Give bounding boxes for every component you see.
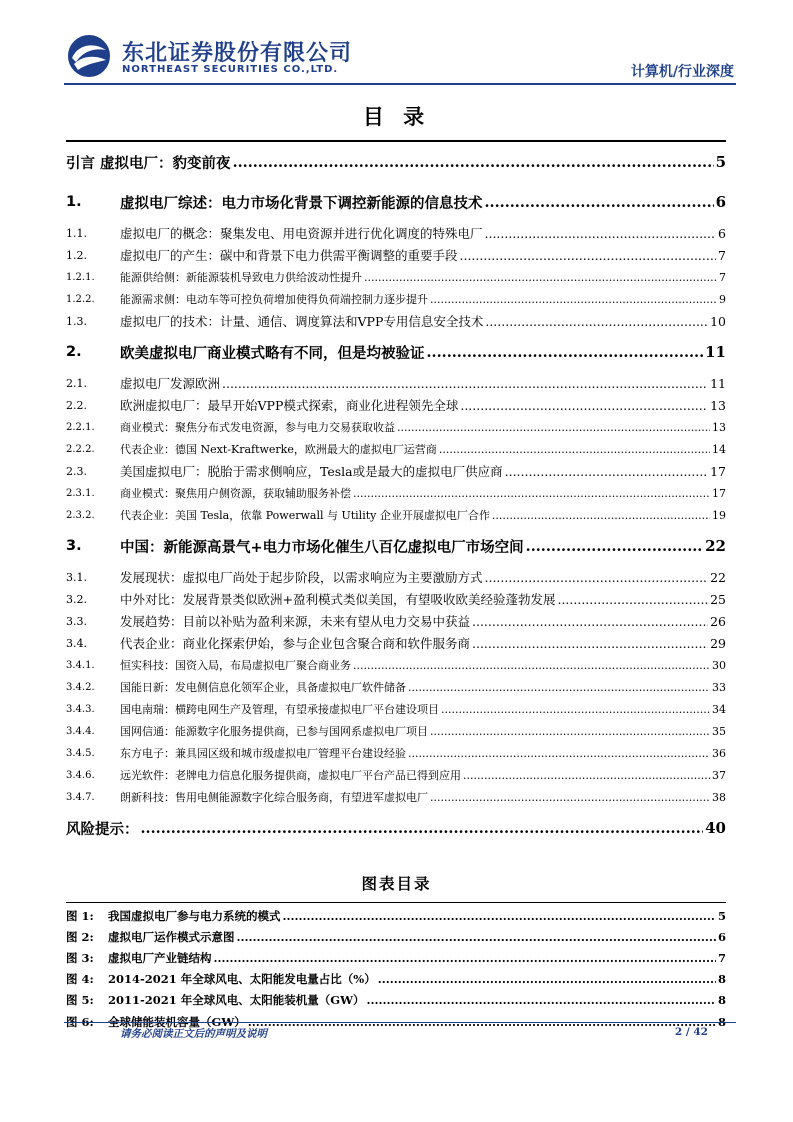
section-label: 虚拟电厂的产生：碳中和背景下电力供需平衡调整的重要手段 <box>120 248 458 263</box>
figure-number: 图 3: <box>66 950 94 965</box>
page-ref: 25 <box>710 591 726 607</box>
header-divider <box>64 83 736 85</box>
section-number: 1.2. <box>66 248 87 262</box>
section-label: 能源需求侧：电动车等可控负荷增加使得负荷端控制力逐步提升 <box>120 293 428 306</box>
dot-leader <box>353 659 710 672</box>
dot-leader <box>460 398 708 413</box>
page-number: 2 / 42 <box>674 1026 708 1038</box>
section-label: 能源供给侧：新能源装机导致电力供给波动性提升 <box>120 271 362 284</box>
page-ref: 11 <box>705 343 726 361</box>
section-number: 3.4.5. <box>66 747 95 759</box>
section-label: 国网信通：能源数字化服务提供商，已参与国网系虚拟电厂项目 <box>120 725 428 738</box>
toc-entry[interactable] <box>66 222 726 244</box>
page-ref: 35 <box>712 724 726 738</box>
section-number: 1.1. <box>66 226 87 240</box>
dot-leader <box>430 293 717 306</box>
page-ref: 33 <box>712 680 726 694</box>
toc-entry[interactable] <box>66 288 726 310</box>
dot-leader <box>485 194 714 211</box>
page-ref: 17 <box>712 486 726 500</box>
section-label: 代表企业：美国 Tesla，依靠 Powerwall 与 Utility 企业开展虚拟电厂合作 <box>120 509 490 522</box>
footer-disclaimer: 请务必阅读正文后的声明及说明 <box>120 1028 267 1040</box>
figure-list <box>66 902 726 1032</box>
page-ref: 30 <box>712 658 726 672</box>
figure-label: 2014-2021 年全球风电、太阳能发电量占比（%） <box>108 972 376 987</box>
page-ref: 14 <box>712 442 726 456</box>
page-ref: 19 <box>712 508 726 522</box>
dot-leader <box>472 636 708 651</box>
section-label: 代表企业：德国 Next-Kraftwerke，欧洲最大的虚拟电厂运营商 <box>120 443 437 456</box>
figure-number: 图 4: <box>66 972 94 987</box>
toc-entry[interactable] <box>66 460 726 482</box>
page-ref: 36 <box>712 746 726 760</box>
dot-leader <box>439 443 710 456</box>
page-header <box>64 34 734 80</box>
section-number: 3.4. <box>66 636 87 650</box>
toc-entry[interactable] <box>66 566 726 588</box>
dot-leader <box>492 509 710 522</box>
figure-entry[interactable] <box>66 947 726 968</box>
figure-entry[interactable] <box>66 905 726 926</box>
company-logo-icon <box>64 34 114 78</box>
section-number: 2.2. <box>66 398 87 412</box>
section-label: 欧美虚拟电厂商业模式略有不同，但是均被验证 <box>120 345 425 362</box>
section-label: 虚拟电厂的技术：计量、通信、调度算法和VPP专用信息安全技术 <box>120 314 484 329</box>
section-number: 2.1. <box>66 376 87 390</box>
toc-title: 目 录 <box>362 105 431 129</box>
dot-leader <box>364 271 717 284</box>
dot-leader <box>427 344 704 361</box>
section-number: 1.2.1. <box>66 271 95 283</box>
toc-entry[interactable] <box>66 632 726 654</box>
section-number: 3.3. <box>66 614 87 628</box>
dot-leader <box>233 154 714 171</box>
page-ref: 13 <box>712 420 726 434</box>
toc-entry[interactable] <box>66 332 726 372</box>
figure-number: 图 2: <box>66 929 94 944</box>
section-number: 3.2. <box>66 592 87 606</box>
section-label: 美国虚拟电厂：脱胎于需求侧响应，Tesla或是最大的虚拟电厂供应商 <box>120 464 503 479</box>
page-ref: 29 <box>710 635 726 651</box>
figure-label: 虚拟电厂产业链结构 <box>108 950 212 965</box>
dot-leader <box>485 314 708 329</box>
dot-leader <box>237 930 716 944</box>
figure-number: 图 5: <box>66 993 94 1008</box>
dot-leader <box>141 820 704 837</box>
section-label: 虚拟电厂的概念：聚集发电、用电资源并进行优化调度的特殊电厂 <box>120 226 483 241</box>
toc-entry[interactable] <box>66 588 726 610</box>
dot-leader <box>378 972 716 986</box>
page-ref: 22 <box>710 569 726 585</box>
dot-leader <box>408 747 710 760</box>
section-label: 引言 虚拟电厂：豹变前夜 <box>66 155 231 172</box>
toc-entry[interactable] <box>66 698 726 720</box>
dot-leader <box>505 464 708 479</box>
toc-entry[interactable] <box>66 764 726 786</box>
section-label: 代表企业：商业化探索伊始，参与企业包含聚合商和软件服务商 <box>120 636 471 651</box>
toc-entry[interactable] <box>66 610 726 632</box>
section-label: 风险提示： <box>66 821 139 838</box>
dot-leader <box>526 538 703 555</box>
table-of-contents <box>66 140 726 848</box>
toc-entry[interactable] <box>66 244 726 266</box>
dot-leader <box>485 226 717 241</box>
page-ref: 37 <box>712 768 726 782</box>
dot-leader <box>430 725 710 738</box>
section-number: 1.2.2. <box>66 293 95 305</box>
toc-entry[interactable] <box>66 786 726 808</box>
section-label: 远光软件：老牌电力信息化服务提供商，虚拟电厂平台产品已得到应用 <box>120 769 461 782</box>
toc-entry[interactable] <box>66 372 726 394</box>
page-ref: 8 <box>717 993 726 1008</box>
figure-list-title: 图表目录 <box>361 875 432 893</box>
dot-leader <box>397 421 710 434</box>
section-number: 1. <box>66 194 82 210</box>
report-category: 计算机/行业深度 <box>630 64 734 80</box>
page-ref: 40 <box>705 819 726 837</box>
page-ref: 22 <box>705 537 726 555</box>
figure-entry[interactable] <box>66 926 726 947</box>
company-name-cn: 东北证券股份有限公司 <box>122 41 353 66</box>
section-number: 2.3.1. <box>66 487 95 499</box>
section-label: 虚拟电厂综述：电力市场化背景下调控新能源的信息技术 <box>120 195 483 212</box>
section-label: 虚拟电厂发源欧洲 <box>120 376 221 391</box>
dot-leader <box>214 951 716 965</box>
section-number: 3. <box>66 538 82 554</box>
dot-leader <box>283 909 716 923</box>
figure-entry[interactable] <box>66 990 726 1011</box>
page-ref: 13 <box>710 397 726 413</box>
dot-leader <box>557 592 708 607</box>
section-number: 3.4.7. <box>66 791 95 803</box>
figure-label: 我国虚拟电厂参与电力系统的模式 <box>108 908 281 923</box>
section-label: 发展现状：虚拟电厂尚处于起步阶段，以需求响应为主要激励方式 <box>120 570 483 585</box>
section-label: 中外对比：发展背景类似欧洲+盈利模式类似美国，有望吸收欧美经验蓬勃发展 <box>120 592 556 607</box>
toc-entry[interactable] <box>66 416 726 438</box>
dot-leader <box>441 703 710 716</box>
figure-number: 图 6: <box>66 1014 94 1029</box>
section-label: 东方电子：兼具园区级和城市级虚拟电厂管理平台建设经验 <box>120 747 406 760</box>
section-number: 2. <box>66 344 82 360</box>
section-number: 3.4.6. <box>66 769 95 781</box>
figure-number: 图 1: <box>66 908 94 923</box>
page-ref: 34 <box>712 702 726 716</box>
section-label: 朗新科技：售用电侧能源数字化综合服务商，有望进军虚拟电厂 <box>120 791 428 804</box>
figure-label: 2011-2021 年全球风电、太阳能装机量（GW） <box>108 993 365 1008</box>
dot-leader <box>430 791 710 804</box>
section-label: 国电南瑞：横跨电网生产及管理，有望承接虚拟电厂平台建设项目 <box>120 703 439 716</box>
toc-entry[interactable] <box>66 742 726 764</box>
toc-entry[interactable] <box>66 438 726 460</box>
section-number: 2.3. <box>66 464 87 478</box>
toc-entry[interactable] <box>66 654 726 676</box>
dot-leader <box>353 487 710 500</box>
toc-entry[interactable] <box>66 720 726 742</box>
page-ref: 8 <box>717 972 726 987</box>
page-ref: 7 <box>717 950 726 965</box>
page-ref: 38 <box>712 790 726 804</box>
page-ref: 7 <box>719 270 726 284</box>
dot-leader <box>367 993 716 1007</box>
page-ref: 8 <box>717 1014 726 1029</box>
page-ref: 9 <box>719 292 726 306</box>
section-label: 商业模式：聚焦用户侧资源，获取辅助服务补偿 <box>120 487 351 500</box>
section-number: 3.1. <box>66 570 87 584</box>
toc-entry[interactable] <box>66 182 726 222</box>
footer-divider <box>64 1022 736 1023</box>
toc-entry[interactable] <box>66 808 726 848</box>
toc-entry[interactable] <box>66 140 726 182</box>
section-number: 1.3. <box>66 314 87 328</box>
page-ref: 10 <box>710 313 726 329</box>
page-ref: 5 <box>717 908 726 923</box>
toc-entry[interactable] <box>66 310 726 332</box>
toc-entry[interactable] <box>66 504 726 526</box>
section-number: 3.4.4. <box>66 725 95 737</box>
dot-leader <box>472 614 708 629</box>
figure-entry[interactable] <box>66 969 726 990</box>
page-ref: 6 <box>718 225 726 241</box>
section-label: 商业模式：聚焦分布式发电资源，参与电力交易获取收益 <box>120 421 395 434</box>
section-number: 3.4.3. <box>66 703 95 715</box>
section-number: 3.4.1. <box>66 659 95 671</box>
dot-leader <box>463 769 710 782</box>
section-label: 恒实科技：国资入局，布局虚拟电厂聚合商业务 <box>120 659 351 672</box>
page-ref: 6 <box>715 193 726 211</box>
page-ref: 17 <box>710 463 726 479</box>
toc-entry[interactable] <box>66 266 726 288</box>
toc-entry[interactable] <box>66 526 726 566</box>
page-ref: 6 <box>717 929 726 944</box>
page-ref: 11 <box>710 375 726 391</box>
dot-leader <box>460 248 717 263</box>
section-number: 2.3.2. <box>66 509 95 521</box>
page-ref: 5 <box>715 153 726 171</box>
page-ref: 26 <box>710 613 726 629</box>
toc-entry[interactable] <box>66 394 726 416</box>
toc-entry[interactable] <box>66 676 726 698</box>
page-ref: 7 <box>718 247 726 263</box>
section-label: 国能日新：发电侧信息化领军企业，具备虚拟电厂软件储备 <box>120 681 406 694</box>
dot-leader <box>485 570 709 585</box>
section-number: 2.2.2. <box>66 443 95 455</box>
company-name-en: NORTHEAST SECURITIES CO.,LTD. <box>122 64 339 75</box>
toc-entry[interactable] <box>66 482 726 504</box>
section-number: 3.4.2. <box>66 681 95 693</box>
figure-label: 虚拟电厂运作模式示意图 <box>108 929 235 944</box>
section-number: 2.2.1. <box>66 421 95 433</box>
dot-leader <box>408 681 710 694</box>
section-label: 发展趋势：目前以补贴为盈利来源，未来有望从电力交易中获益 <box>120 614 471 629</box>
section-label: 中国：新能源高景气+电力市场化催生八百亿虚拟电厂市场空间 <box>120 539 524 556</box>
figure-label: 全球储能装机容量（GW） <box>108 1014 246 1029</box>
section-label: 欧洲虚拟电厂：最早开始VPP模式探索，商业化进程领先全球 <box>120 398 459 413</box>
dot-leader <box>222 376 708 391</box>
